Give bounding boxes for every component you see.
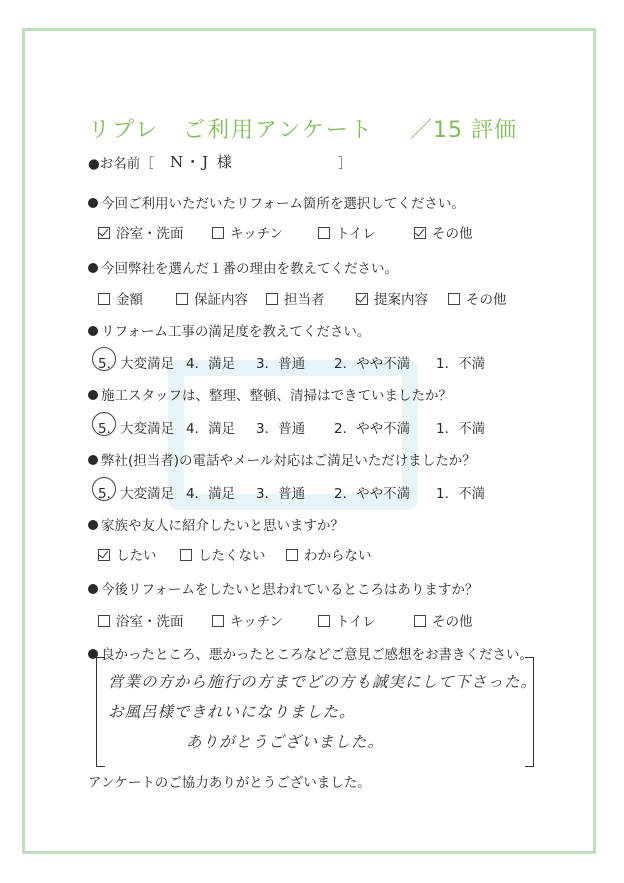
checkbox-icon[interactable] [318,227,330,239]
checkbox-icon[interactable] [318,615,330,627]
q3-rating-2[interactable]: 2．やや不満 [334,356,411,372]
q6-option-unsure[interactable]: わからない [286,544,372,564]
thank-you-footer: アンケートのご協力ありがとうございました。 [88,775,371,791]
q4-rating-3[interactable]: 3．普通 [256,421,306,437]
checkbox-checked-icon[interactable] [98,227,110,239]
checkbox-icon[interactable] [212,227,224,239]
checkbox-icon[interactable] [286,549,298,561]
q5-rating-3[interactable]: 3．普通 [256,486,306,502]
q4-rating-1[interactable]: 1．不満 [436,421,486,437]
q1-option-other[interactable]: その他 [414,222,473,242]
q6-option-yes[interactable]: したい [98,544,157,564]
q2-option-warranty[interactable]: 保証内容 [176,288,248,308]
bullet-icon [88,198,98,208]
checkbox-checked-icon[interactable] [356,293,368,305]
q1-option-kitchen[interactable]: キッチン [212,222,283,242]
q3-rating-4[interactable]: 4．満足 [186,356,236,372]
checkbox-icon[interactable] [176,293,188,305]
q2-option-staff[interactable]: 担当者 [266,288,325,308]
q6-option-no[interactable]: したくない [180,544,266,564]
comment-line-2: お風呂様できれいになりました。 [108,703,356,721]
q3-rating-5[interactable]: 5．大変満足 [98,352,174,372]
checkbox-icon[interactable] [448,293,460,305]
comment-line-1: 営業の方から施行の方までどの方も誠実にして下さった。 [108,673,538,691]
checkbox-icon[interactable] [98,293,110,305]
score-label: ／15 評価 [410,118,517,143]
question-5: 弊社(担当者)の電話やメール対応はご満足いただけましたか？ [88,449,476,469]
survey-title: リプレ ご利用アンケート [88,118,374,143]
q5-rating-5[interactable]: 5．大変満足 [98,482,174,502]
q4-rating-4[interactable]: 4．満足 [186,421,236,437]
q7-option-toilet[interactable]: トイレ [318,610,376,630]
bullet-icon [88,584,98,594]
question-6: 家族や友人に紹介したいと思いますか？ [88,514,344,534]
question-1: 今回ご利用いただいたリフォーム箇所を選択してください。 [88,192,465,212]
name-value: N・J 様 [170,153,234,171]
bullet-icon [88,520,98,530]
q7-option-other[interactable]: その他 [414,610,473,630]
q7-option-bath[interactable]: 浴室・洗面 [98,610,184,630]
q5-rating-4[interactable]: 4．満足 [186,486,236,502]
bullet-icon [88,326,98,336]
checkbox-checked-icon[interactable] [414,227,426,239]
question-4: 施工スタッフは、整理、整頓、清掃はできていましたか？ [88,384,452,404]
question-3: リフォーム工事の満足度を教えてください。 [88,320,370,340]
q4-rating-5[interactable]: 5．大変満足 [98,417,174,437]
q1-option-toilet[interactable]: トイレ [318,222,376,242]
q2-option-proposal[interactable]: 提案内容 [356,288,428,308]
q4-rating-2[interactable]: 2．やや不満 [334,421,411,437]
checkbox-icon[interactable] [212,615,224,627]
selected-circle-mark [92,412,116,436]
question-7: 今後リフォームをしたいと思われているところはありますか？ [88,578,478,598]
bullet-icon [88,263,98,273]
q5-rating-2[interactable]: 2．やや不満 [334,486,411,502]
question-8: 良かったところ、悪かったところなどご意見ご感想をお書きください。 [88,643,533,663]
comment-left-bracket [96,657,105,767]
checkbox-icon[interactable] [180,549,192,561]
q1-option-bath[interactable]: 浴室・洗面 [98,222,184,242]
name-label: ●お名前［ [88,156,154,172]
q5-rating-1[interactable]: 1．不満 [436,486,486,502]
q2-option-other[interactable]: その他 [448,288,507,308]
bullet-icon [88,390,98,400]
q7-option-kitchen[interactable]: キッチン [212,610,283,630]
checkbox-icon[interactable] [414,615,426,627]
selected-circle-mark [92,347,116,371]
q2-option-price[interactable]: 金額 [98,288,143,308]
checkbox-checked-icon[interactable] [98,549,110,561]
name-close-bracket: ］ [338,156,352,172]
checkbox-icon[interactable] [98,615,110,627]
q3-rating-1[interactable]: 1．不満 [436,356,486,372]
q3-rating-3[interactable]: 3．普通 [256,356,306,372]
comment-line-3: ありがとうございました。 [186,733,385,751]
selected-circle-mark [92,477,116,501]
bullet-icon [88,455,98,465]
checkbox-icon[interactable] [266,293,278,305]
question-2: 今回弊社を選んだ１番の理由を教えてください。 [88,257,398,277]
